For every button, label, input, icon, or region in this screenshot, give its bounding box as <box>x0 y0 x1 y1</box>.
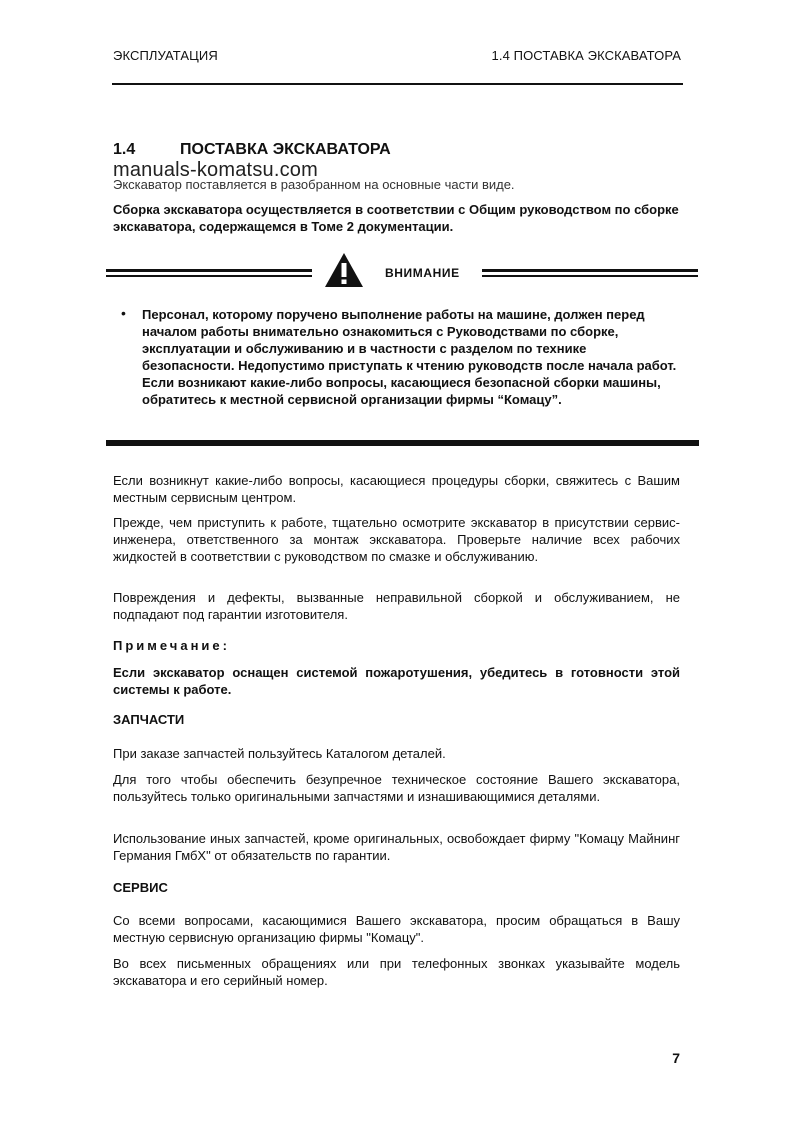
warning-rule-right <box>482 269 698 277</box>
header-section: 1.4 ПОСТАВКА ЭКСКАВАТОРА <box>491 48 681 63</box>
header-divider <box>112 83 683 85</box>
section-title: ПОСТАВКА ЭКСКАВАТОРА <box>180 141 391 158</box>
paragraph-serial-number: Во всех письменных обращениях или при телефонных звонках указывайте модель экскаватора и его серийный номер. <box>113 956 680 988</box>
warning-label: ВНИМАНИЕ <box>385 266 460 280</box>
page-number: 7 <box>672 1050 680 1066</box>
watermark: manuals-komatsu.com <box>113 159 318 181</box>
paragraph-warranty: Повреждения и дефекты, вызванные неправильной сборкой и обслуживанием, не подпадают под гарантии изготовителя. <box>113 590 680 622</box>
paragraph-inspection: Прежде, чем приступить к работе, тщательно осмотрите экскаватор в присутствии сервис-инженера, ответственного за монтаж экскаватора. Проверьте наличие всех рабочих жидкостей в соответствии с руководством по смазке и обслуживанию. <box>113 515 680 564</box>
paragraph-original-parts: Для того чтобы обеспечить безупречное техническое состояние Вашего экскаватора, пользуйтесь только оригинальными запчастями и изнашивающимися деталями. <box>113 772 680 804</box>
assembly-note: Сборка экскаватора осуществляется в соответствии с Общим руководством по сборке экскаватора, содержащемся в Томе 2 документации. <box>113 202 679 234</box>
note-title: Примечание: <box>113 638 230 653</box>
warning-triangle-icon <box>324 252 364 288</box>
service-heading: СЕРВИС <box>113 880 168 895</box>
paragraph-service-contact: Со всеми вопросами, касающимися Вашего экскаватора, просим обращаться в Вашу местную сервисную организацию фирмы "Комацу". <box>113 913 680 945</box>
warning-rule-left <box>106 269 312 277</box>
warning-bullet: • <box>121 305 126 321</box>
paragraph-non-original-parts: Использование иных запчастей, кроме оригинальных, освобождает фирму "Комацу Майнинг Германия ГмбХ" от обязательств по гарантии. <box>113 831 680 863</box>
warning-bottom-rule <box>106 440 699 446</box>
paragraph-parts-catalog: При заказе запчастей пользуйтесь Каталогом деталей. <box>113 746 446 761</box>
warning-text: Персонал, которому поручено выполнение работы на машине, должен перед началом работы внимательно ознакомиться с Руководствами по сборке, эксплуатации и обслуживанию и в частности с разделом по технике безопасности. Недопустимо приступать к чтению руководств после начала работ. Если возникают какие-либо вопросы, касающиеся безопасной сборки машины, обратитесь к местной сервисной организации фирмы “Комацу”. <box>142 307 677 407</box>
section-number: 1.4 <box>113 141 136 158</box>
note-text: Если экскаватор оснащен системой пожаротушения, убедитесь в готовности этой системы к работе. <box>113 665 680 697</box>
header-chapter: ЭКСПЛУАТАЦИЯ <box>113 48 218 63</box>
parts-heading: ЗАПЧАСТИ <box>113 712 185 727</box>
paragraph-contact-service: Если возникнут какие-либо вопросы, касающиеся процедуры сборки, свяжитесь с Вашим местным сервисным центром. <box>113 473 680 505</box>
intro-text: Экскаватор поставляется в разобранном на основные части виде. <box>113 177 515 192</box>
